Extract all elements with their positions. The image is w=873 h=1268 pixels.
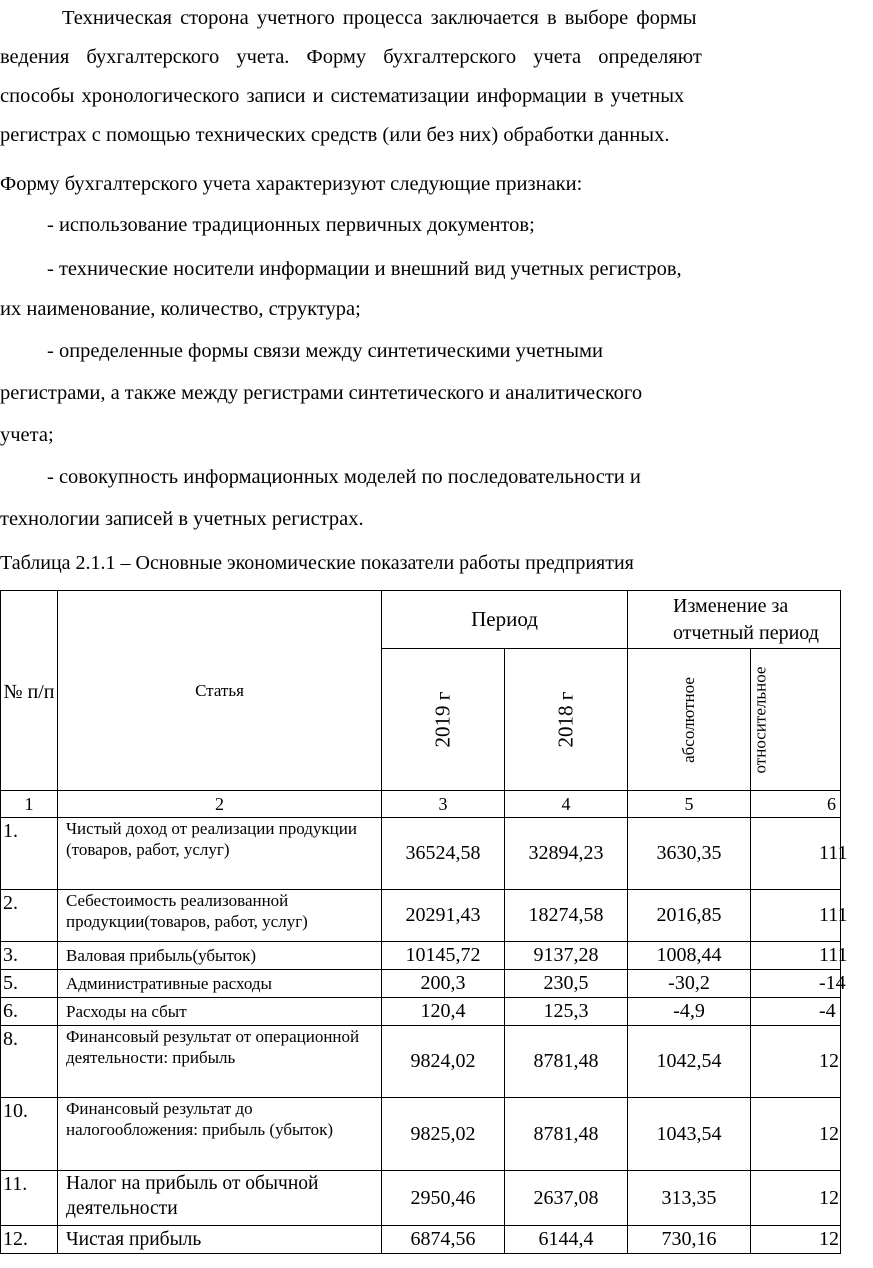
row-value-2018: 230,5 <box>505 970 628 998</box>
row-value-2019: 9824,02 <box>382 1026 505 1098</box>
table-row <box>1 1098 841 1171</box>
table-caption: Таблица 2.1.1 – Основные экономические показатели работы предприятия <box>0 552 634 574</box>
row-value-relative: 12 <box>751 1098 841 1171</box>
bullet-4-line-2: технологии записей в учетных регистрах. <box>0 508 364 530</box>
row-number: 8. <box>1 1026 58 1098</box>
bullet-3-line-1: - определенные формы связи между синтетическими учетными <box>47 340 603 362</box>
row-number: 10. <box>1 1098 58 1171</box>
row-value-absolute: 3630,35 <box>628 818 751 890</box>
row-value-relative: 12 <box>751 1026 841 1098</box>
indicators-table <box>0 590 848 1254</box>
paragraph-line-2: ведения бухгалтерского учета. Форму бухгалтерского учета определяют <box>0 46 702 68</box>
bullet-3-line-3: учета; <box>0 424 54 446</box>
header-period-label: Период <box>471 607 538 631</box>
row-value-2019: 200,3 <box>382 970 505 998</box>
table-row <box>1 1226 841 1254</box>
row-value-absolute: -4,9 <box>628 998 751 1026</box>
header-absolute-label: абсолютное <box>678 676 698 763</box>
header-2018-label: 2018 г <box>553 691 578 748</box>
row-value-absolute: 2016,85 <box>628 890 751 942</box>
row-value-2019: 10145,72 <box>382 942 505 970</box>
paragraph-line-1: Техническая сторона учетного процесса заключается в выборе формы <box>62 7 697 29</box>
row-value-2018: 6144,4 <box>505 1226 628 1254</box>
row-value-2018: 9137,28 <box>505 942 628 970</box>
paragraph-line-3: способы хронологического записи и систематизации информации в учетных <box>0 85 685 107</box>
row-item: Чистая прибыль <box>58 1226 382 1254</box>
row-number: 1. <box>1 818 58 890</box>
table-row <box>1 1171 841 1226</box>
colnum-1: 1 <box>1 791 58 818</box>
colnum-3: 3 <box>382 791 505 818</box>
row-value-2019: 6874,56 <box>382 1226 505 1254</box>
table-row <box>1 818 841 890</box>
header-item-label: Статья <box>195 680 244 700</box>
header-relative <box>751 649 841 791</box>
row-item: Себестоимость реализованной продукции(товаров, работ, услуг) <box>58 890 382 942</box>
table-row <box>1 1026 841 1098</box>
header-change-label: Изменение за отчетный период <box>673 594 819 644</box>
header-item <box>58 591 382 791</box>
row-item: Административные расходы <box>58 970 382 998</box>
bullet-3-line-2: регистрами, а также между регистрами синтетического и аналитического <box>0 382 643 404</box>
colnum-2: 2 <box>58 791 382 818</box>
row-value-absolute: 1042,54 <box>628 1026 751 1098</box>
row-value-relative: 111 <box>751 890 841 942</box>
row-value-absolute: 1043,54 <box>628 1098 751 1171</box>
row-item: Финансовый результат от операционной деятельности: прибыль <box>58 1026 382 1098</box>
row-value-2019: 120,4 <box>382 998 505 1026</box>
header-2018 <box>505 649 628 791</box>
header-num <box>1 591 58 791</box>
bullet-2-line-2: их наименование, количество, структура; <box>0 298 361 320</box>
row-number: 5. <box>1 970 58 998</box>
row-value-relative: 111 <box>751 818 841 890</box>
row-value-absolute: 1008,44 <box>628 942 751 970</box>
row-value-2018: 8781,48 <box>505 1098 628 1171</box>
header-change <box>628 591 841 649</box>
row-value-2018: 2637,08 <box>505 1171 628 1226</box>
row-value-absolute: 313,35 <box>628 1171 751 1226</box>
colnum-5: 5 <box>628 791 751 818</box>
row-item: Чистый доход от реализации продукции (товаров, работ, услуг) <box>58 818 382 890</box>
table-row <box>1 942 841 970</box>
row-value-relative: 12 <box>751 1226 841 1254</box>
row-value-relative: 111 <box>751 942 841 970</box>
paragraph-line-4: регистрах с помощью технических средств (или без них) обработки данных. <box>0 124 670 146</box>
row-number: 11. <box>1 1171 58 1226</box>
row-value-2018: 8781,48 <box>505 1026 628 1098</box>
row-item: Расходы на сбыт <box>58 998 382 1026</box>
header-2019-label: 2019 г <box>430 691 455 748</box>
row-value-absolute: 730,16 <box>628 1226 751 1254</box>
row-number: 3. <box>1 942 58 970</box>
table-row <box>1 890 841 942</box>
row-value-2018: 32894,23 <box>505 818 628 890</box>
row-number: 6. <box>1 998 58 1026</box>
header-relative-label: относительное <box>750 666 770 773</box>
bullet-4-line-1: - совокупность информационных моделей по последовательности и <box>47 466 641 488</box>
colnum-6: 6 <box>751 791 841 818</box>
row-value-2019: 9825,02 <box>382 1098 505 1171</box>
row-value-relative: 12 <box>751 1171 841 1226</box>
header-period <box>382 591 628 649</box>
row-value-2018: 125,3 <box>505 998 628 1026</box>
row-value-2019: 36524,58 <box>382 818 505 890</box>
row-number: 2. <box>1 890 58 942</box>
row-item: Финансовый результат до налогообложения: прибыль (убыток) <box>58 1098 382 1171</box>
row-value-relative: -14 <box>751 970 841 998</box>
row-value-2019: 20291,43 <box>382 890 505 942</box>
header-num-label: № п/п <box>3 680 55 703</box>
bullet-2-line-1: - технические носители информации и внешний вид учетных регистров, <box>47 258 682 280</box>
row-value-2018: 18274,58 <box>505 890 628 942</box>
header-absolute <box>628 649 751 791</box>
row-item: Налог на прибыль от обычной деятельности <box>58 1171 382 1226</box>
row-item: Валовая прибыль(убыток) <box>58 942 382 970</box>
row-value-absolute: -30,2 <box>628 970 751 998</box>
row-value-relative: -4 <box>751 998 841 1026</box>
table-row <box>1 970 841 998</box>
row-value-2019: 2950,46 <box>382 1171 505 1226</box>
colnum-4: 4 <box>505 791 628 818</box>
row-number: 12. <box>1 1226 58 1254</box>
paragraph-line-5: Форму бухгалтерского учета характеризуют следующие признаки: <box>0 173 583 195</box>
bullet-1-line-1: - использование традиционных первичных документов; <box>47 214 535 236</box>
table-row <box>1 998 841 1026</box>
header-2019 <box>382 649 505 791</box>
